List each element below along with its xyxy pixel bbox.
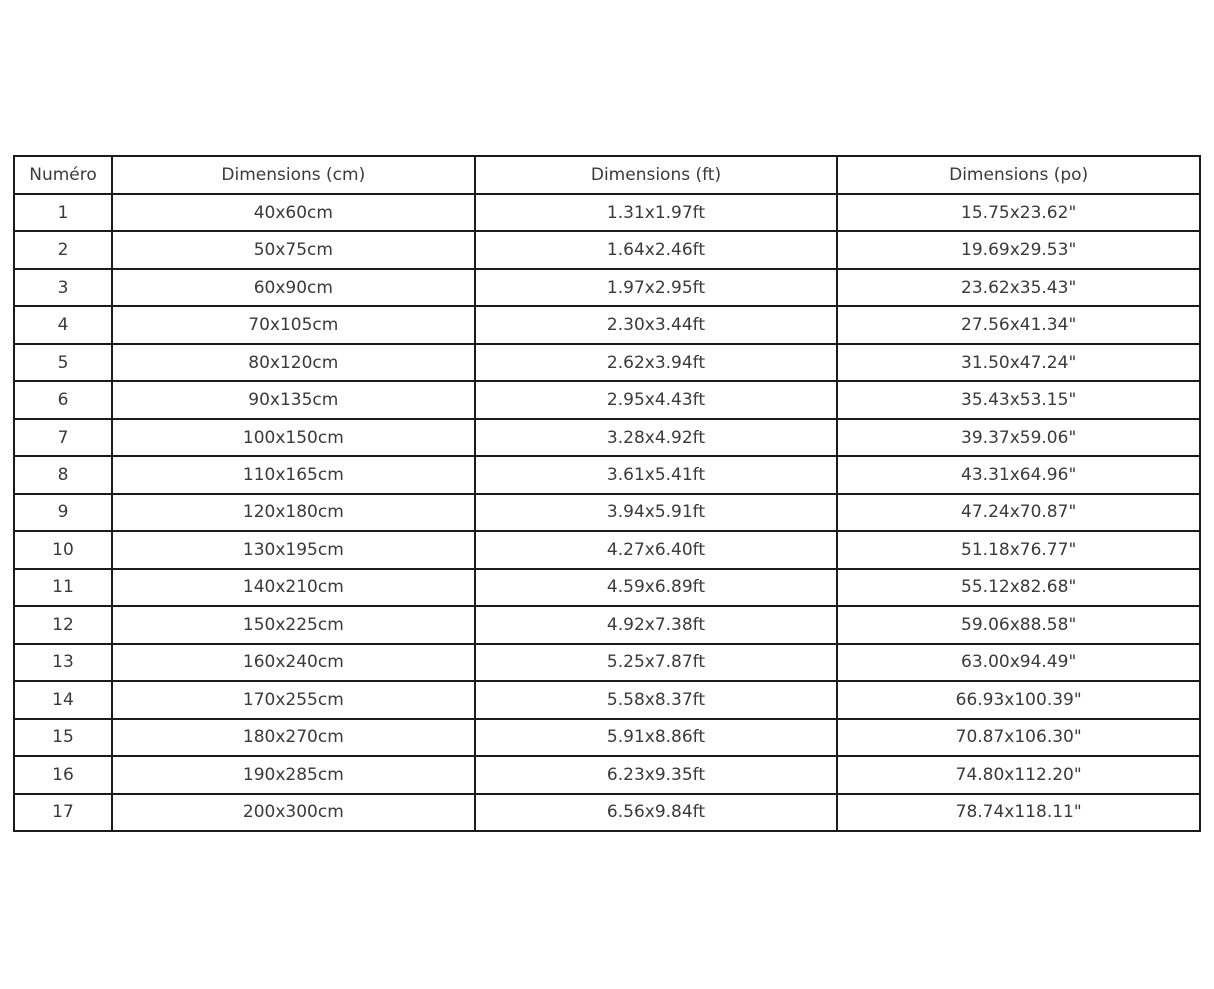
dimension-cell: 3.28x4.92ft <box>475 419 838 456</box>
row-number-cell: 10 <box>14 531 112 568</box>
row-number-cell: 6 <box>14 381 112 418</box>
table-row <box>14 419 1200 456</box>
dimensions-table <box>13 155 1201 832</box>
dimension-cell: 200x300cm <box>112 794 475 832</box>
dimension-cell: 90x135cm <box>112 381 475 418</box>
dimension-cell: 1.31x1.97ft <box>475 194 838 231</box>
row-number-cell: 12 <box>14 606 112 643</box>
dimension-cell: 4.27x6.40ft <box>475 531 838 568</box>
dimension-cell: 160x240cm <box>112 644 475 681</box>
dimension-cell: 2.62x3.94ft <box>475 344 838 381</box>
dimension-cell: 4.59x6.89ft <box>475 569 838 606</box>
row-number-cell: 2 <box>14 231 112 268</box>
dimension-cell: 15.75x23.62" <box>837 194 1200 231</box>
table-row <box>14 794 1200 832</box>
dimension-cell: 51.18x76.77" <box>837 531 1200 568</box>
dimension-cell: 150x225cm <box>112 606 475 643</box>
dimension-cell: 59.06x88.58" <box>837 606 1200 643</box>
table-row <box>14 531 1200 568</box>
dimension-cell: 70x105cm <box>112 306 475 343</box>
dimension-cell: 2.95x4.43ft <box>475 381 838 418</box>
dimension-cell: 80x120cm <box>112 344 475 381</box>
dimension-cell: 55.12x82.68" <box>837 569 1200 606</box>
table-header <box>14 156 1200 194</box>
table-row <box>14 494 1200 531</box>
table-row <box>14 569 1200 606</box>
dimension-cell: 19.69x29.53" <box>837 231 1200 268</box>
row-number-cell: 16 <box>14 756 112 793</box>
header-row <box>14 156 1200 194</box>
dimension-cell: 47.24x70.87" <box>837 494 1200 531</box>
dimension-cell: 5.91x8.86ft <box>475 719 838 756</box>
dimension-cell: 23.62x35.43" <box>837 269 1200 306</box>
table-row <box>14 381 1200 418</box>
dimension-cell: 31.50x47.24" <box>837 344 1200 381</box>
row-number-cell: 7 <box>14 419 112 456</box>
row-number-cell: 17 <box>14 794 112 832</box>
table-row <box>14 269 1200 306</box>
table-row <box>14 306 1200 343</box>
dimension-cell: 39.37x59.06" <box>837 419 1200 456</box>
table-row <box>14 719 1200 756</box>
dimension-cell: 70.87x106.30" <box>837 719 1200 756</box>
header-dimensions-ft: Dimensions (ft) <box>475 156 838 194</box>
header-numero: Numéro <box>14 156 112 194</box>
dimension-cell: 190x285cm <box>112 756 475 793</box>
dimension-cell: 180x270cm <box>112 719 475 756</box>
row-number-cell: 1 <box>14 194 112 231</box>
dimension-cell: 63.00x94.49" <box>837 644 1200 681</box>
dimension-cell: 110x165cm <box>112 456 475 493</box>
dimension-cell: 1.64x2.46ft <box>475 231 838 268</box>
dimension-cell: 27.56x41.34" <box>837 306 1200 343</box>
header-dimensions-cm: Dimensions (cm) <box>112 156 475 194</box>
row-number-cell: 4 <box>14 306 112 343</box>
dimension-cell: 3.61x5.41ft <box>475 456 838 493</box>
header-dimensions-po: Dimensions (po) <box>837 156 1200 194</box>
row-number-cell: 8 <box>14 456 112 493</box>
table-row <box>14 344 1200 381</box>
table-row <box>14 681 1200 718</box>
dimension-cell: 66.93x100.39" <box>837 681 1200 718</box>
dimension-cell: 100x150cm <box>112 419 475 456</box>
row-number-cell: 9 <box>14 494 112 531</box>
dimension-cell: 4.92x7.38ft <box>475 606 838 643</box>
table-row <box>14 644 1200 681</box>
dimension-cell: 170x255cm <box>112 681 475 718</box>
dimension-cell: 6.23x9.35ft <box>475 756 838 793</box>
table-row <box>14 756 1200 793</box>
dimension-cell: 78.74x118.11" <box>837 794 1200 832</box>
table-row <box>14 231 1200 268</box>
dimension-cell: 50x75cm <box>112 231 475 268</box>
row-number-cell: 3 <box>14 269 112 306</box>
dimension-cell: 35.43x53.15" <box>837 381 1200 418</box>
dimension-cell: 3.94x5.91ft <box>475 494 838 531</box>
table-body <box>14 194 1200 831</box>
row-number-cell: 13 <box>14 644 112 681</box>
dimension-cell: 2.30x3.44ft <box>475 306 838 343</box>
row-number-cell: 11 <box>14 569 112 606</box>
dimension-cell: 40x60cm <box>112 194 475 231</box>
dimension-cell: 6.56x9.84ft <box>475 794 838 832</box>
row-number-cell: 15 <box>14 719 112 756</box>
dimension-cell: 74.80x112.20" <box>837 756 1200 793</box>
dimension-cell: 5.25x7.87ft <box>475 644 838 681</box>
table-row <box>14 606 1200 643</box>
table-row <box>14 194 1200 231</box>
dimension-cell: 140x210cm <box>112 569 475 606</box>
dimension-cell: 130x195cm <box>112 531 475 568</box>
dimension-cell: 43.31x64.96" <box>837 456 1200 493</box>
table-row <box>14 456 1200 493</box>
dimension-cell: 120x180cm <box>112 494 475 531</box>
dimension-cell: 1.97x2.95ft <box>475 269 838 306</box>
dimension-cell: 60x90cm <box>112 269 475 306</box>
dimension-cell: 5.58x8.37ft <box>475 681 838 718</box>
row-number-cell: 14 <box>14 681 112 718</box>
row-number-cell: 5 <box>14 344 112 381</box>
